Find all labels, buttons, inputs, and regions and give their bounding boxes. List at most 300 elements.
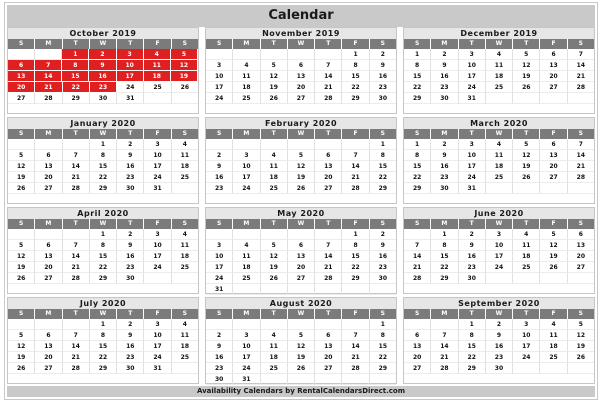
day-cell[interactable]: 12 <box>8 341 35 352</box>
day-cell[interactable]: 27 <box>288 273 315 284</box>
day-cell[interactable]: 30 <box>459 273 486 284</box>
day-cell[interactable]: 7 <box>315 240 342 251</box>
day-cell[interactable]: 8 <box>342 60 369 71</box>
day-cell[interactable]: 2 <box>431 139 458 150</box>
day-cell-booked[interactable]: 11 <box>144 60 171 71</box>
day-cell[interactable]: 10 <box>144 150 171 161</box>
day-cell[interactable]: 3 <box>459 139 486 150</box>
day-cell-booked[interactable]: 1 <box>62 49 89 60</box>
day-cell-booked[interactable]: 7 <box>35 60 62 71</box>
day-cell[interactable]: 19 <box>261 82 288 93</box>
day-cell[interactable]: 25 <box>172 262 198 273</box>
day-cell[interactable]: 15 <box>342 71 369 82</box>
day-cell[interactable]: 25 <box>144 82 171 93</box>
day-cell[interactable]: 24 <box>459 82 486 93</box>
day-cell[interactable]: 14 <box>568 60 594 71</box>
day-cell-booked[interactable]: 15 <box>62 71 89 82</box>
day-cell[interactable]: 27 <box>35 183 62 194</box>
day-cell[interactable]: 22 <box>459 352 486 363</box>
day-cell[interactable]: 1 <box>90 229 117 240</box>
day-cell[interactable]: 23 <box>117 262 144 273</box>
day-cell[interactable]: 13 <box>288 251 315 262</box>
day-cell[interactable]: 12 <box>261 251 288 262</box>
day-cell[interactable]: 26 <box>8 273 35 284</box>
day-cell[interactable]: 16 <box>117 161 144 172</box>
day-cell[interactable]: 15 <box>404 161 431 172</box>
day-cell[interactable]: 13 <box>35 161 62 172</box>
day-cell[interactable]: 29 <box>342 93 369 104</box>
day-cell[interactable]: 24 <box>513 352 540 363</box>
day-cell[interactable]: 19 <box>513 161 540 172</box>
day-cell[interactable]: 8 <box>404 60 431 71</box>
day-cell[interactable]: 2 <box>117 319 144 330</box>
day-cell[interactable]: 1 <box>342 229 369 240</box>
day-cell[interactable]: 24 <box>206 93 233 104</box>
day-cell[interactable]: 15 <box>459 341 486 352</box>
day-cell[interactable]: 21 <box>315 262 342 273</box>
day-cell[interactable]: 4 <box>233 60 260 71</box>
day-cell[interactable]: 30 <box>486 363 513 374</box>
day-cell[interactable]: 6 <box>288 60 315 71</box>
day-cell[interactable]: 12 <box>568 330 594 341</box>
day-cell[interactable]: 5 <box>568 319 594 330</box>
day-cell[interactable]: 28 <box>342 183 369 194</box>
day-cell[interactable]: 11 <box>513 240 540 251</box>
day-cell[interactable]: 9 <box>459 240 486 251</box>
day-cell[interactable]: 22 <box>404 82 431 93</box>
day-cell[interactable]: 13 <box>315 161 342 172</box>
day-cell[interactable]: 1 <box>459 319 486 330</box>
day-cell[interactable]: 2 <box>431 49 458 60</box>
day-cell[interactable]: 1 <box>404 49 431 60</box>
day-cell[interactable]: 9 <box>206 341 233 352</box>
day-cell[interactable]: 28 <box>568 172 594 183</box>
day-cell[interactable]: 17 <box>233 172 260 183</box>
day-cell[interactable]: 5 <box>261 60 288 71</box>
day-cell[interactable]: 20 <box>404 352 431 363</box>
day-cell[interactable]: 1 <box>90 139 117 150</box>
day-cell-booked[interactable]: 18 <box>144 71 171 82</box>
day-cell-booked[interactable]: 10 <box>117 60 144 71</box>
day-cell[interactable]: 25 <box>486 82 513 93</box>
day-cell[interactable]: 2 <box>459 229 486 240</box>
day-cell[interactable]: 16 <box>459 251 486 262</box>
day-cell[interactable]: 17 <box>459 161 486 172</box>
day-cell[interactable]: 6 <box>315 150 342 161</box>
day-cell[interactable]: 23 <box>117 172 144 183</box>
day-cell[interactable]: 3 <box>459 49 486 60</box>
day-cell[interactable]: 23 <box>370 82 396 93</box>
day-cell[interactable]: 22 <box>342 262 369 273</box>
day-cell[interactable]: 10 <box>144 330 171 341</box>
day-cell[interactable]: 10 <box>206 71 233 82</box>
day-cell[interactable]: 13 <box>315 341 342 352</box>
day-cell[interactable]: 24 <box>206 273 233 284</box>
day-cell[interactable]: 10 <box>459 60 486 71</box>
day-cell[interactable]: 29 <box>342 273 369 284</box>
day-cell[interactable]: 22 <box>90 172 117 183</box>
day-cell[interactable]: 21 <box>342 352 369 363</box>
day-cell[interactable]: 23 <box>206 183 233 194</box>
day-cell-booked[interactable]: 20 <box>8 82 35 93</box>
day-cell[interactable]: 11 <box>261 341 288 352</box>
day-cell[interactable]: 15 <box>90 341 117 352</box>
day-cell[interactable]: 11 <box>233 71 260 82</box>
day-cell[interactable]: 12 <box>513 150 540 161</box>
day-cell[interactable]: 9 <box>117 330 144 341</box>
day-cell[interactable]: 18 <box>540 341 567 352</box>
day-cell[interactable]: 2 <box>117 139 144 150</box>
day-cell[interactable]: 18 <box>172 341 198 352</box>
day-cell[interactable]: 13 <box>404 341 431 352</box>
day-cell[interactable]: 17 <box>233 352 260 363</box>
day-cell[interactable]: 2 <box>206 330 233 341</box>
day-cell[interactable]: 12 <box>288 341 315 352</box>
day-cell[interactable]: 14 <box>342 341 369 352</box>
day-cell[interactable]: 21 <box>63 172 90 183</box>
day-cell-booked[interactable]: 12 <box>171 60 198 71</box>
day-cell[interactable]: 7 <box>404 240 431 251</box>
day-cell[interactable]: 30 <box>117 183 144 194</box>
day-cell[interactable]: 2 <box>206 150 233 161</box>
day-cell[interactable]: 21 <box>568 161 594 172</box>
day-cell[interactable]: 2 <box>117 229 144 240</box>
day-cell[interactable]: 23 <box>486 352 513 363</box>
day-cell[interactable]: 8 <box>90 240 117 251</box>
day-cell[interactable]: 24 <box>459 172 486 183</box>
day-cell[interactable]: 19 <box>261 262 288 273</box>
day-cell[interactable]: 26 <box>172 82 198 93</box>
day-cell[interactable]: 13 <box>540 150 567 161</box>
day-cell[interactable]: 2 <box>486 319 513 330</box>
day-cell[interactable]: 26 <box>568 352 594 363</box>
day-cell[interactable]: 5 <box>8 150 35 161</box>
day-cell[interactable]: 25 <box>540 352 567 363</box>
day-cell[interactable]: 12 <box>540 240 567 251</box>
day-cell[interactable]: 8 <box>90 150 117 161</box>
day-cell[interactable]: 22 <box>370 172 396 183</box>
day-cell[interactable]: 27 <box>540 82 567 93</box>
day-cell[interactable]: 7 <box>315 60 342 71</box>
day-cell[interactable]: 28 <box>63 363 90 374</box>
day-cell[interactable]: 4 <box>172 229 198 240</box>
day-cell[interactable]: 16 <box>431 71 458 82</box>
day-cell[interactable]: 16 <box>206 352 233 363</box>
day-cell[interactable]: 18 <box>261 172 288 183</box>
day-cell[interactable]: 14 <box>63 251 90 262</box>
day-cell[interactable]: 29 <box>90 273 117 284</box>
day-cell[interactable]: 24 <box>144 172 171 183</box>
day-cell[interactable]: 19 <box>568 341 594 352</box>
day-cell[interactable]: 13 <box>35 251 62 262</box>
day-cell[interactable]: 29 <box>90 363 117 374</box>
day-cell[interactable]: 29 <box>404 93 431 104</box>
day-cell[interactable]: 28 <box>315 273 342 284</box>
day-cell[interactable]: 18 <box>172 251 198 262</box>
day-cell[interactable]: 28 <box>431 363 458 374</box>
day-cell[interactable]: 10 <box>206 251 233 262</box>
day-cell[interactable]: 20 <box>540 161 567 172</box>
day-cell[interactable]: 24 <box>144 352 171 363</box>
day-cell[interactable]: 1 <box>370 319 396 330</box>
day-cell[interactable]: 29 <box>63 93 90 104</box>
day-cell[interactable]: 30 <box>431 183 458 194</box>
day-cell[interactable]: 7 <box>63 330 90 341</box>
day-cell[interactable]: 18 <box>486 161 513 172</box>
day-cell[interactable]: 22 <box>370 352 396 363</box>
day-cell[interactable]: 11 <box>486 60 513 71</box>
day-cell-booked[interactable]: 16 <box>89 71 116 82</box>
day-cell[interactable]: 20 <box>35 352 62 363</box>
day-cell[interactable]: 3 <box>513 319 540 330</box>
day-cell[interactable]: 26 <box>540 262 567 273</box>
day-cell[interactable]: 6 <box>568 229 594 240</box>
day-cell[interactable]: 1 <box>342 49 369 60</box>
day-cell[interactable]: 5 <box>288 330 315 341</box>
day-cell[interactable]: 25 <box>172 172 198 183</box>
day-cell[interactable]: 27 <box>288 93 315 104</box>
day-cell[interactable]: 4 <box>486 49 513 60</box>
day-cell[interactable]: 25 <box>513 262 540 273</box>
day-cell[interactable]: 19 <box>540 251 567 262</box>
day-cell[interactable]: 6 <box>404 330 431 341</box>
day-cell[interactable]: 30 <box>90 93 117 104</box>
day-cell[interactable]: 15 <box>404 71 431 82</box>
day-cell[interactable]: 20 <box>35 172 62 183</box>
day-cell[interactable]: 22 <box>404 172 431 183</box>
day-cell[interactable]: 22 <box>90 262 117 273</box>
day-cell-booked[interactable]: 2 <box>89 49 116 60</box>
day-cell-booked[interactable]: 3 <box>117 49 144 60</box>
day-cell[interactable]: 16 <box>370 251 396 262</box>
day-cell[interactable]: 14 <box>342 161 369 172</box>
day-cell[interactable]: 7 <box>63 240 90 251</box>
day-cell[interactable]: 15 <box>90 251 117 262</box>
day-cell-booked[interactable]: 13 <box>8 71 35 82</box>
day-cell[interactable]: 18 <box>172 161 198 172</box>
day-cell[interactable]: 31 <box>459 93 486 104</box>
day-cell[interactable]: 30 <box>370 273 396 284</box>
day-cell[interactable]: 1 <box>90 319 117 330</box>
day-cell[interactable]: 27 <box>35 363 62 374</box>
day-cell[interactable]: 15 <box>90 161 117 172</box>
day-cell[interactable]: 10 <box>486 240 513 251</box>
day-cell[interactable]: 5 <box>8 240 35 251</box>
day-cell[interactable]: 25 <box>486 172 513 183</box>
day-cell[interactable]: 16 <box>370 71 396 82</box>
day-cell[interactable]: 6 <box>35 240 62 251</box>
day-cell[interactable]: 26 <box>288 183 315 194</box>
day-cell-booked[interactable]: 6 <box>8 60 35 71</box>
day-cell[interactable]: 8 <box>342 240 369 251</box>
day-cell[interactable]: 4 <box>261 150 288 161</box>
day-cell[interactable]: 8 <box>370 330 396 341</box>
day-cell[interactable]: 3 <box>233 330 260 341</box>
day-cell[interactable]: 16 <box>486 341 513 352</box>
day-cell[interactable]: 14 <box>63 161 90 172</box>
day-cell[interactable]: 3 <box>144 229 171 240</box>
day-cell[interactable]: 8 <box>459 330 486 341</box>
day-cell[interactable]: 18 <box>513 251 540 262</box>
day-cell[interactable]: 3 <box>206 60 233 71</box>
day-cell[interactable]: 21 <box>404 262 431 273</box>
day-cell[interactable]: 30 <box>117 273 144 284</box>
day-cell[interactable]: 8 <box>431 240 458 251</box>
day-cell[interactable]: 25 <box>261 183 288 194</box>
day-cell[interactable]: 9 <box>486 330 513 341</box>
day-cell[interactable]: 13 <box>35 341 62 352</box>
day-cell[interactable]: 4 <box>233 240 260 251</box>
day-cell[interactable]: 3 <box>486 229 513 240</box>
day-cell[interactable]: 11 <box>172 150 198 161</box>
day-cell[interactable]: 29 <box>370 363 396 374</box>
day-cell[interactable]: 26 <box>513 82 540 93</box>
day-cell[interactable]: 24 <box>233 363 260 374</box>
day-cell[interactable]: 28 <box>568 82 594 93</box>
day-cell[interactable]: 30 <box>370 93 396 104</box>
day-cell[interactable]: 20 <box>35 262 62 273</box>
day-cell[interactable]: 14 <box>404 251 431 262</box>
day-cell-booked[interactable]: 19 <box>171 71 198 82</box>
day-cell[interactable]: 7 <box>568 49 594 60</box>
day-cell[interactable]: 10 <box>233 341 260 352</box>
day-cell[interactable]: 16 <box>431 161 458 172</box>
day-cell[interactable]: 27 <box>540 172 567 183</box>
day-cell[interactable]: 3 <box>206 240 233 251</box>
day-cell[interactable]: 28 <box>63 183 90 194</box>
day-cell[interactable]: 19 <box>8 352 35 363</box>
day-cell[interactable]: 4 <box>172 139 198 150</box>
day-cell-booked[interactable]: 14 <box>35 71 62 82</box>
day-cell[interactable]: 6 <box>315 330 342 341</box>
day-cell-booked[interactable]: 17 <box>117 71 144 82</box>
day-cell[interactable]: 17 <box>206 262 233 273</box>
day-cell[interactable]: 29 <box>90 183 117 194</box>
day-cell[interactable]: 6 <box>540 49 567 60</box>
day-cell[interactable]: 27 <box>35 273 62 284</box>
day-cell[interactable]: 17 <box>144 341 171 352</box>
day-cell[interactable]: 23 <box>431 172 458 183</box>
day-cell[interactable]: 23 <box>370 262 396 273</box>
day-cell[interactable]: 15 <box>370 161 396 172</box>
day-cell[interactable]: 21 <box>431 352 458 363</box>
day-cell[interactable]: 5 <box>513 139 540 150</box>
day-cell[interactable]: 27 <box>8 93 35 104</box>
day-cell[interactable]: 31 <box>206 284 233 295</box>
day-cell-booked[interactable]: 8 <box>62 60 89 71</box>
day-cell[interactable]: 16 <box>117 251 144 262</box>
day-cell[interactable]: 12 <box>513 60 540 71</box>
day-cell[interactable]: 6 <box>540 139 567 150</box>
day-cell[interactable]: 25 <box>233 93 260 104</box>
day-cell[interactable]: 14 <box>568 150 594 161</box>
day-cell[interactable]: 2 <box>370 229 396 240</box>
day-cell[interactable]: 15 <box>342 251 369 262</box>
day-cell[interactable]: 5 <box>8 330 35 341</box>
footer-credit[interactable]: Availability Calendars by RentalCalendarsDirect.com <box>7 386 595 397</box>
day-cell[interactable]: 4 <box>261 330 288 341</box>
day-cell[interactable]: 7 <box>63 150 90 161</box>
day-cell[interactable]: 14 <box>315 71 342 82</box>
day-cell[interactable]: 30 <box>431 93 458 104</box>
day-cell[interactable]: 28 <box>342 363 369 374</box>
day-cell[interactable]: 20 <box>568 251 594 262</box>
day-cell[interactable]: 28 <box>63 273 90 284</box>
day-cell[interactable]: 27 <box>568 262 594 273</box>
day-cell[interactable]: 26 <box>288 363 315 374</box>
day-cell-booked[interactable]: 5 <box>171 49 198 60</box>
day-cell[interactable]: 25 <box>172 352 198 363</box>
day-cell[interactable]: 19 <box>8 172 35 183</box>
day-cell[interactable]: 30 <box>117 363 144 374</box>
day-cell[interactable]: 31 <box>233 374 260 385</box>
day-cell[interactable]: 19 <box>8 262 35 273</box>
day-cell[interactable]: 29 <box>370 183 396 194</box>
day-cell[interactable]: 20 <box>288 82 315 93</box>
day-cell[interactable]: 11 <box>540 330 567 341</box>
day-cell[interactable]: 19 <box>513 71 540 82</box>
day-cell-booked[interactable]: 22 <box>63 82 90 93</box>
day-cell[interactable]: 25 <box>261 363 288 374</box>
day-cell[interactable]: 9 <box>117 240 144 251</box>
day-cell[interactable]: 6 <box>288 240 315 251</box>
day-cell[interactable]: 9 <box>431 60 458 71</box>
day-cell[interactable]: 27 <box>404 363 431 374</box>
day-cell[interactable]: 6 <box>35 330 62 341</box>
day-cell[interactable]: 31 <box>144 363 171 374</box>
day-cell[interactable]: 31 <box>117 93 144 104</box>
day-cell[interactable]: 27 <box>315 363 342 374</box>
day-cell[interactable]: 9 <box>431 150 458 161</box>
day-cell[interactable]: 23 <box>117 352 144 363</box>
day-cell[interactable]: 29 <box>404 183 431 194</box>
day-cell[interactable]: 26 <box>513 172 540 183</box>
day-cell[interactable]: 17 <box>459 71 486 82</box>
day-cell[interactable]: 8 <box>404 150 431 161</box>
day-cell[interactable]: 17 <box>486 251 513 262</box>
day-cell[interactable]: 9 <box>370 60 396 71</box>
day-cell[interactable]: 1 <box>431 229 458 240</box>
day-cell[interactable]: 11 <box>261 161 288 172</box>
day-cell[interactable]: 22 <box>90 352 117 363</box>
day-cell[interactable]: 4 <box>486 139 513 150</box>
day-cell[interactable]: 11 <box>233 251 260 262</box>
day-cell-booked[interactable]: 4 <box>144 49 171 60</box>
day-cell[interactable]: 14 <box>315 251 342 262</box>
day-cell[interactable]: 4 <box>540 319 567 330</box>
day-cell[interactable]: 9 <box>117 150 144 161</box>
day-cell[interactable]: 12 <box>288 161 315 172</box>
day-cell[interactable]: 5 <box>540 229 567 240</box>
day-cell[interactable]: 5 <box>288 150 315 161</box>
day-cell[interactable]: 26 <box>261 273 288 284</box>
day-cell[interactable]: 7 <box>342 330 369 341</box>
day-cell-booked[interactable]: 23 <box>90 82 117 93</box>
day-cell[interactable]: 5 <box>261 240 288 251</box>
day-cell[interactable]: 25 <box>233 273 260 284</box>
day-cell[interactable]: 24 <box>144 262 171 273</box>
day-cell[interactable]: 14 <box>431 341 458 352</box>
day-cell[interactable]: 21 <box>568 71 594 82</box>
day-cell[interactable]: 11 <box>172 330 198 341</box>
day-cell[interactable]: 24 <box>117 82 144 93</box>
day-cell[interactable]: 22 <box>431 262 458 273</box>
day-cell[interactable]: 26 <box>8 183 35 194</box>
day-cell[interactable]: 20 <box>288 262 315 273</box>
day-cell[interactable]: 21 <box>342 172 369 183</box>
day-cell[interactable]: 10 <box>459 150 486 161</box>
day-cell[interactable]: 21 <box>63 352 90 363</box>
